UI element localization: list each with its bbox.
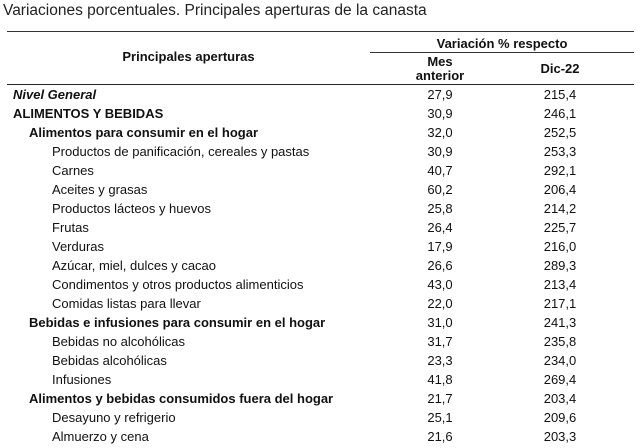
- value-dic-22: 269,4: [543, 372, 577, 387]
- row-label: Bebidas e infusiones para consumir en el hogar: [29, 315, 326, 330]
- table-top-rule: [7, 31, 634, 32]
- value-mes-anterior: 32,0: [427, 125, 453, 140]
- table-row: [0, 142, 642, 161]
- row-label: Productos lácteos y huevos: [52, 201, 211, 216]
- value-dic-22: 241,3: [543, 315, 577, 330]
- table-body: [0, 85, 642, 446]
- value-dic-22: 216,0: [543, 239, 577, 254]
- table-row: [0, 370, 642, 389]
- table-row: [0, 427, 642, 446]
- value-dic-22: 289,3: [543, 258, 577, 273]
- value-dic-22: 213,4: [543, 277, 577, 292]
- table-row: [0, 408, 642, 427]
- table-row: [0, 389, 642, 408]
- table-row: [0, 104, 642, 123]
- value-mes-anterior: 40,7: [427, 163, 453, 178]
- value-mes-anterior: 31,7: [427, 334, 453, 349]
- value-mes-anterior: 27,9: [427, 87, 453, 102]
- value-mes-anterior: 26,4: [427, 220, 453, 235]
- header-group-variation: Variación % respecto: [436, 36, 568, 51]
- row-label: Desayuno y refrigerio: [52, 410, 176, 425]
- row-label: Productos de panificación, cereales y pastas: [52, 144, 310, 159]
- row-label: Aceites y grasas: [52, 182, 148, 197]
- value-mes-anterior: 25,1: [427, 410, 453, 425]
- table-row: [0, 237, 642, 256]
- value-mes-anterior: 22,0: [427, 296, 453, 311]
- row-label: Alimentos y bebidas consumidos fuera del hogar: [29, 391, 334, 406]
- row-label: Bebidas alcohólicas: [52, 353, 167, 368]
- row-label: Verduras: [52, 239, 105, 254]
- table-row: [0, 123, 642, 142]
- row-label: Condimentos y otros productos alimenticios: [52, 277, 304, 292]
- value-dic-22: 203,3: [543, 429, 577, 444]
- value-dic-22: 215,4: [543, 87, 577, 102]
- table-row: [0, 256, 642, 275]
- value-mes-anterior: 26,6: [427, 258, 453, 273]
- table-row: [0, 161, 642, 180]
- value-mes-anterior: 60,2: [427, 182, 453, 197]
- row-label: Azúcar, miel, dulces y cacao: [52, 258, 217, 273]
- header-mes-anterior: [390, 55, 490, 83]
- value-dic-22: 217,1: [543, 296, 577, 311]
- value-dic-22: 292,1: [543, 163, 577, 178]
- row-label: Alimentos para consumir en el hogar: [29, 125, 258, 140]
- value-mes-anterior: 30,9: [427, 144, 453, 159]
- table-row: [0, 218, 642, 237]
- row-label: Nivel General: [13, 87, 97, 102]
- value-dic-22: 225,7: [543, 220, 577, 235]
- value-mes-anterior: 41,8: [427, 372, 453, 387]
- table-row: [0, 275, 642, 294]
- value-dic-22: 253,3: [543, 144, 577, 159]
- table-row: [0, 199, 642, 218]
- value-mes-anterior: 21,7: [427, 391, 453, 406]
- row-label: Almuerzo y cena: [52, 429, 149, 444]
- value-dic-22: 234,0: [543, 353, 577, 368]
- header-mes-line2: anterior: [415, 68, 465, 83]
- table-row: [0, 85, 642, 104]
- value-mes-anterior: 30,9: [427, 106, 453, 121]
- value-dic-22: 252,5: [543, 125, 577, 140]
- row-label: Frutas: [52, 220, 89, 235]
- table-row: [0, 294, 642, 313]
- value-dic-22: 235,8: [543, 334, 577, 349]
- table-row: [0, 351, 642, 370]
- header-mes-line1: Mes: [427, 54, 453, 69]
- value-mes-anterior: 23,3: [427, 353, 453, 368]
- value-mes-anterior: 43,0: [427, 277, 453, 292]
- value-mes-anterior: 21,6: [427, 429, 453, 444]
- value-mes-anterior: 17,9: [427, 239, 453, 254]
- table-row: [0, 313, 642, 332]
- row-label: Comidas listas para llevar: [52, 296, 201, 311]
- value-dic-22: 203,4: [543, 391, 577, 406]
- header-group-rule: [370, 52, 634, 53]
- table-row: [0, 332, 642, 351]
- value-mes-anterior: 31,0: [427, 315, 453, 330]
- value-dic-22: 206,4: [543, 182, 577, 197]
- row-label: Infusiones: [52, 372, 112, 387]
- page-title: Variaciones porcentuales. Principales aperturas de la canasta: [3, 2, 427, 19]
- table-row: [0, 180, 642, 199]
- row-label: Carnes: [52, 163, 94, 178]
- value-mes-anterior: 25,8: [427, 201, 453, 216]
- row-label: Bebidas no alcohólicas: [52, 334, 185, 349]
- value-dic-22: 246,1: [543, 106, 577, 121]
- header-label-column: Principales aperturas: [122, 49, 255, 64]
- value-dic-22: 214,2: [543, 201, 577, 216]
- value-dic-22: 209,6: [543, 410, 577, 425]
- row-label: ALIMENTOS Y BEBIDAS: [13, 106, 164, 121]
- header-dic-22: Dic-22: [540, 61, 580, 76]
